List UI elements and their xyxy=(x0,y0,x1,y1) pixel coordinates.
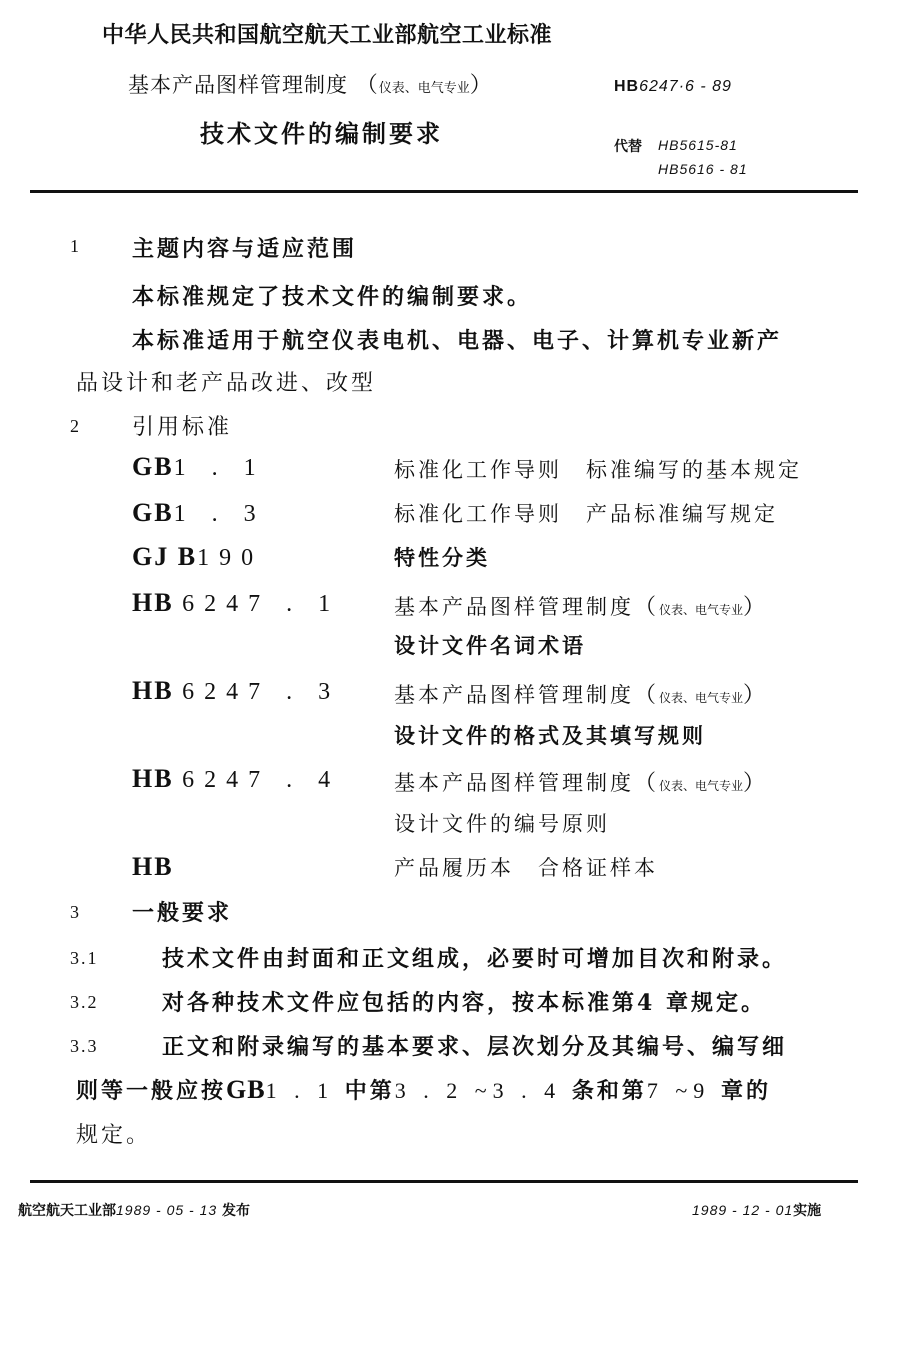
reference-subtitle: 设计文件的编号原则 xyxy=(394,812,610,836)
reference-subtitle: 设计文件的格式及其填写规则 xyxy=(394,723,706,748)
issue-date: 1989 - 05 - 13 xyxy=(116,1202,218,1218)
issuer: 航空航天工业部 xyxy=(18,1203,116,1219)
reference-title-text: 基本产品图样管理制度 xyxy=(394,683,634,707)
reference-scope: 仪表、电气专业 xyxy=(659,779,744,793)
reference-title-text: 基本产品图样管理制度 xyxy=(394,771,634,795)
clause-text: 正文和附录编写的基本要求、层次划分及其编号、编写细 xyxy=(162,1034,788,1060)
reference-code xyxy=(132,452,266,482)
reference-title: 特性分类 xyxy=(394,545,490,570)
replaced-standard: HB5616 - 81 xyxy=(658,161,748,177)
section-heading: 一般要求 xyxy=(132,900,233,926)
open-paren: （ xyxy=(355,73,379,98)
open-paren: （ xyxy=(634,595,660,620)
header-divider xyxy=(30,190,858,193)
clause-text-continuation xyxy=(76,1074,771,1105)
reference-number: 190 xyxy=(197,545,264,571)
reference-code xyxy=(132,588,340,618)
paragraph-continuation: 品设计和老产品改进、改型 xyxy=(76,371,377,396)
clause-range: 3 . 2 ~3 . 4 xyxy=(394,1078,562,1103)
reference-subtitle: 设计文件名词术语 xyxy=(394,633,586,658)
effective-label: 实施 xyxy=(793,1203,822,1219)
section-heading: 主题内容与适应范围 xyxy=(132,236,358,262)
clause-text-part: 则等一般应按 xyxy=(76,1078,227,1104)
reference-scope: 仪表、电气专业 xyxy=(659,691,744,705)
close-paren: ） xyxy=(469,73,493,98)
reference-prefix: HB xyxy=(132,588,174,617)
section-number: 1 xyxy=(70,236,81,256)
reference-prefix: GJ B xyxy=(132,542,198,571)
reference-number: 1 . 1 xyxy=(173,455,266,481)
standard-prefix: HB xyxy=(614,78,640,95)
document-title: 技术文件的编制要求 xyxy=(200,119,443,148)
reference-title xyxy=(394,590,768,621)
section-number: 2 xyxy=(70,416,81,436)
standard-code xyxy=(614,78,732,96)
open-paren: （ xyxy=(634,683,660,708)
reference-number: 6247 . 1 xyxy=(182,591,341,617)
reference-prefix: HB xyxy=(132,676,174,705)
reference-title-text: 基本产品图样管理制度 xyxy=(394,595,634,619)
paragraph: 本标准适用于航空仪表电机、电器、电子、计算机专业新产 xyxy=(132,328,783,354)
reference-code xyxy=(132,498,266,528)
series-scope: 仪表、电气专业 xyxy=(378,81,470,96)
reference-title xyxy=(394,678,768,709)
reference-prefix: GB xyxy=(132,498,174,527)
close-paren: ） xyxy=(743,683,769,708)
reference-scope: 仪表、电气专业 xyxy=(659,603,744,617)
clause-text: 对各种技术文件应包括的内容，按本标准第4 章规定。 xyxy=(162,990,766,1016)
clause-text-part: 中第 xyxy=(344,1078,395,1104)
effective-date: 1989 - 12 - 01 xyxy=(692,1202,794,1218)
reference-number: 6247 . 3 xyxy=(182,679,341,705)
close-paren: ） xyxy=(743,595,769,620)
paragraph: 本标准规定了技术文件的编制要求。 xyxy=(132,284,533,310)
inline-standard-code: GB xyxy=(226,1075,266,1104)
footer-divider xyxy=(30,1180,858,1183)
effective-info xyxy=(692,1200,821,1220)
reference-number: 6247 . 4 xyxy=(182,767,341,793)
reference-title: 标准化工作导则 标准编写的基本规定 xyxy=(394,458,802,482)
inline-standard-number: 1 . 1 xyxy=(265,1078,335,1103)
clause-number: 3.1 xyxy=(70,948,99,968)
reference-prefix: HB xyxy=(132,852,174,881)
clause-number: 3.3 xyxy=(70,1036,99,1056)
open-paren: （ xyxy=(634,771,660,796)
section-number: 3 xyxy=(70,902,81,922)
reference-code xyxy=(132,764,340,794)
reference-code xyxy=(132,676,340,706)
clause-text-part: 条和第 xyxy=(571,1078,647,1104)
reference-code xyxy=(132,852,174,882)
replaced-standard: HB5615-81 xyxy=(658,137,738,153)
reference-title: 产品履历本 合格证样本 xyxy=(394,856,658,880)
clause-text: 技术文件由封面和正文组成，必要时可增加目次和附录。 xyxy=(162,946,788,972)
issue-label: 发布 xyxy=(222,1203,251,1219)
series-title-text: 基本产品图样管理制度 xyxy=(128,73,348,97)
close-paren: ） xyxy=(743,771,769,796)
clause-text-continuation: 规定。 xyxy=(76,1123,152,1148)
standard-number: 6247·6 - 89 xyxy=(639,78,732,95)
reference-title: 标准化工作导则 产品标准编写规定 xyxy=(394,502,778,526)
reference-prefix: GB xyxy=(132,452,174,481)
clause-number: 3.2 xyxy=(70,992,99,1012)
issue-info xyxy=(18,1200,250,1220)
reference-code xyxy=(132,542,263,572)
reference-number: 1 . 3 xyxy=(173,501,266,527)
section-heading: 引用标准 xyxy=(132,415,233,440)
reference-prefix: HB xyxy=(132,764,174,793)
organization-title: 中华人民共和国航空航天工业部航空工业标准 xyxy=(102,23,553,48)
clause-text-part: 章的 xyxy=(720,1078,771,1104)
series-title xyxy=(128,68,493,99)
reference-title xyxy=(394,766,768,797)
replaces-label: 代替 xyxy=(614,139,642,155)
chapter-range: 7 ~9 xyxy=(646,1078,711,1103)
